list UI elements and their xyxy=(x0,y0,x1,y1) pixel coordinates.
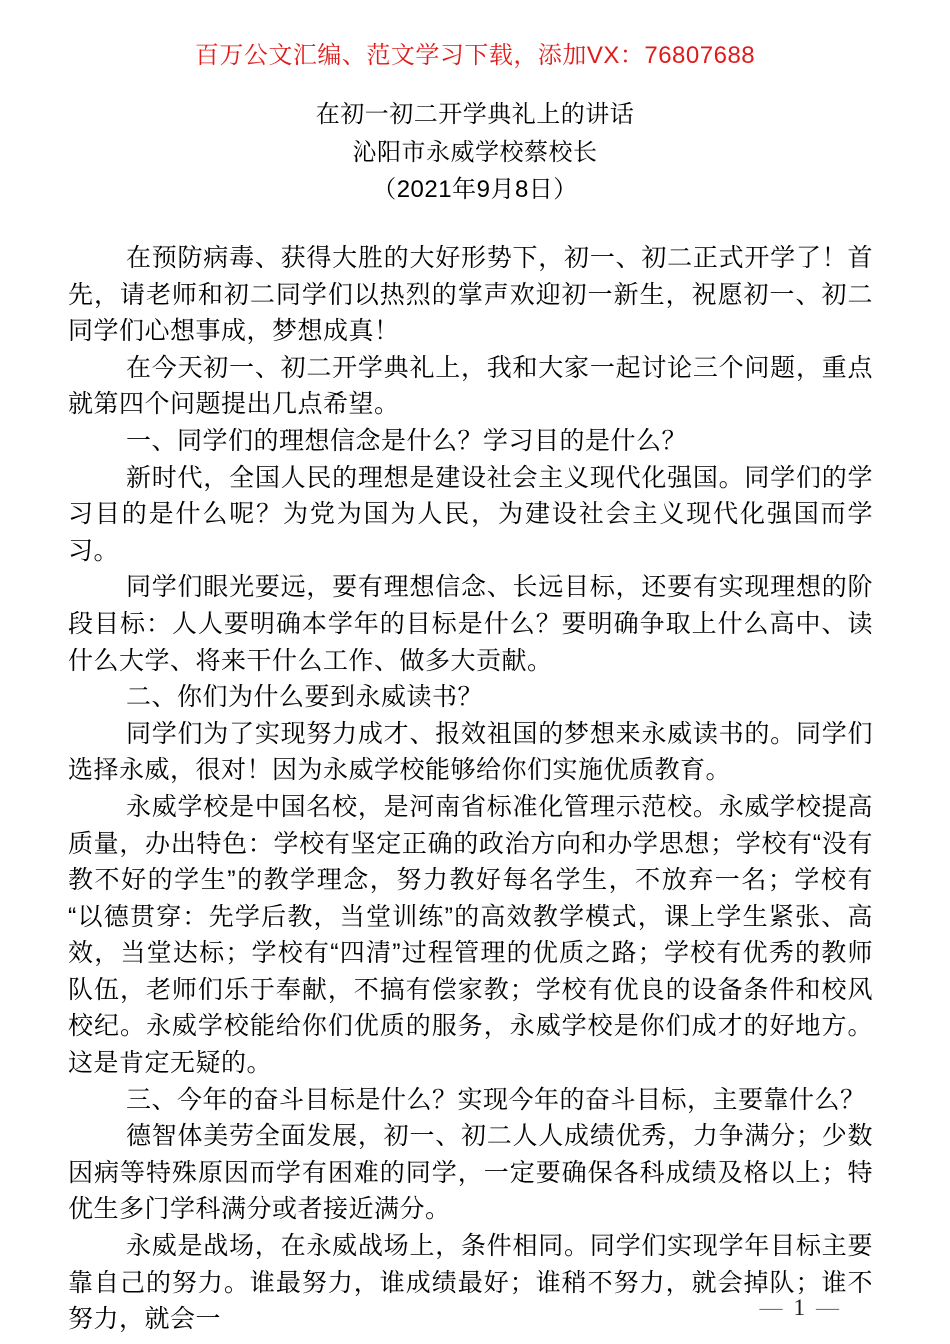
body-paragraph: 在预防病毒、获得大胜的大好形势下，初一、初二正式开学了！首先，请老师和初二同学们以热烈的掌声欢迎初一新生，祝愿初一、初二同学们心想事成，梦想成真！ xyxy=(68,244,873,346)
document-date: （2021年9月8日） xyxy=(372,176,578,203)
body-paragraph: 永威是战场，在永威战场上，条件相同。同学们实现学年目标主要靠自己的努力。谁最努力，谁成绩最好；谁稍不努力，就会掉队；谁不努力，就会一 xyxy=(68,1232,873,1334)
body-paragraph: 同学们为了实现努力成才、报效祖国的梦想来永威读书的。同学们选择永威，很对！因为永威学校能够给你们实施优质教育。 xyxy=(68,719,873,785)
footer-left-dash: — xyxy=(759,1295,783,1320)
page-number-footer xyxy=(749,1294,851,1322)
section-heading: 二、你们为什么要到永威读书？ xyxy=(126,683,484,712)
page-number: 1 xyxy=(793,1295,805,1320)
section-heading: 一、同学们的理想信念是什么？学习目的是什么？ xyxy=(126,426,688,455)
body-paragraph: 德智体美劳全面发展，初一、初二人人成绩优秀，力争满分；少数因病等特殊原因而学有困难的同学，一定要确保各科成绩及格以上；特优生多门学科满分或者接近满分。 xyxy=(68,1122,873,1224)
footer-right-dash: — xyxy=(816,1295,839,1320)
body-paragraph: 在今天初一、初二开学典礼上，我和大家一起讨论三个问题，重点就第四个问题提出几点希望。 xyxy=(68,353,873,419)
title-block xyxy=(0,96,950,209)
document-body xyxy=(68,240,873,1338)
body-paragraph: 新时代，全国人民的理想是建设社会主义现代化强国。同学们的学习目的是什么呢？为党为国为人民，为建设社会主义现代化强国而学习。 xyxy=(68,463,873,565)
body-paragraph: 永威学校是中国名校，是河南省标准化管理示范校。永威学校提高质量，办出特色：学校有坚定正确的政治方向和办学思想；学校有“没有教不好的学生”的教学理念，努力教好每名学生，不放弃一名；学校有“以德贯穿：先学后教，当堂训练”的高效教学模式，课上学生紧张、高效，当堂达标；学校有“四清”过程管理的优质之路；学校有优秀的教师队伍，老师们乐于奉献，不搞有偿家教；学校有优良的设备条件和校风校纪。永威学校能给你们优质的服务，永威学校是你们成才的好地方。这是肯定无疑的。 xyxy=(68,792,873,1078)
section-heading: 三、今年的奋斗目标是什么？实现今年的奋斗目标，主要靠什么？ xyxy=(126,1085,866,1114)
promo-header-text: 百万公文汇编、范文学习下载，添加VX：76807688 xyxy=(194,42,756,69)
body-paragraph: 同学们眼光要远，要有理想信念、长远目标，还要有实现理想的阶段目标：人人要明确本学年的目标是什么？要明确争取上什么高中、读什么大学、将来干什么工作、做多大贡献。 xyxy=(68,573,873,675)
document-title: 在初一初二开学典礼上的讲话 xyxy=(315,101,635,128)
document-author: 沁阳市永威学校蔡校长 xyxy=(352,138,598,166)
